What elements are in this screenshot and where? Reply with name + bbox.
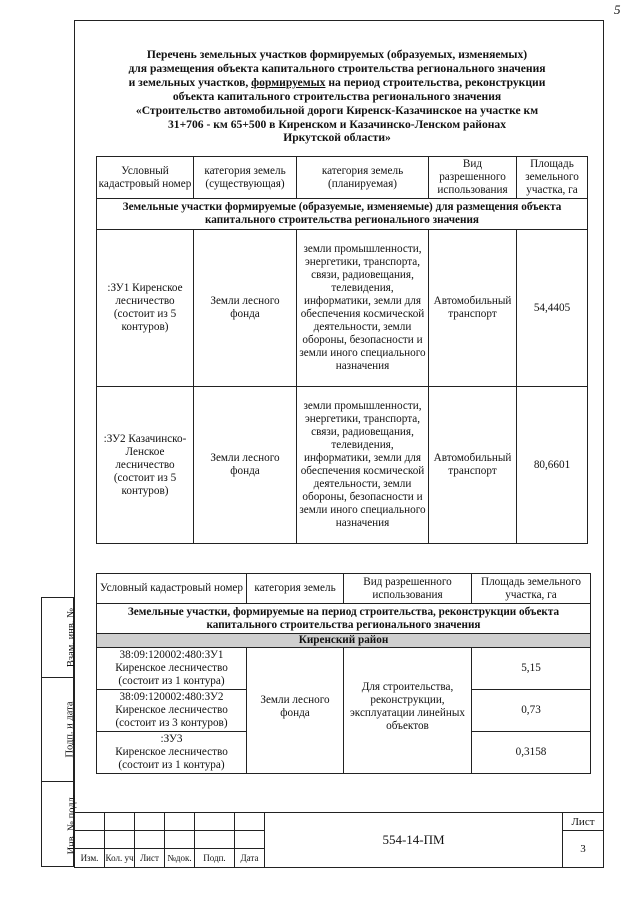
table1-section-row (97, 199, 588, 230)
table2-section-row (97, 604, 591, 634)
table2-region-row (97, 634, 591, 648)
tb-col-signature: Подп. (195, 849, 235, 868)
tb-col-count: Кол. уч (105, 849, 135, 868)
parcel-number: :ЗУ2 Казачинско-Ленское лесничество (состоит из 5 контуров) (97, 387, 194, 544)
document-heading (96, 48, 578, 145)
heading-line-2: для размещения объекта капитального строительства регионального значения (128, 61, 546, 75)
parcel-number: :ЗУ3 Киренское лесничество (состоит из 1 контура) (97, 732, 247, 774)
region-name: Киренский район (97, 634, 591, 648)
table2-header-area: Площадь земельного участка, га (472, 574, 591, 604)
table2-header-row (97, 574, 591, 604)
land-category-existing: Земли лесного фонда (194, 387, 297, 544)
parcel-area: 0,3158 (472, 732, 591, 774)
parcel-area: 80,6601 (517, 387, 588, 544)
title-block (74, 812, 604, 868)
land-category-planned: земли промышленности, энергетики, транспорта, связи, радиовещания, телевидения, информатики, земли для обеспечения космической деятельности, земли обороны, безопасности и земли иного специального назначения (297, 387, 429, 544)
parcel-number: 38:09:120002:480:ЗУ1 Киренское лесничество (состоит из 1 контура) (97, 648, 247, 690)
table1-header-area: Площадь земельного участка, га (517, 157, 588, 199)
heading-line-4: объекта капитального строительства регионального значения (172, 89, 502, 103)
tb-col-change: Изм. (75, 849, 105, 868)
table-row (97, 648, 591, 690)
page-mark: 5 (614, 2, 621, 17)
document-code: 554-14-ПМ (265, 813, 563, 868)
side-stamp-signature-date: Подп. и дата (42, 678, 74, 782)
tb-col-date: Дата (235, 849, 265, 868)
table2-header-category: категория земель (247, 574, 344, 604)
side-stamp-inventory: Инв. № подл. (42, 782, 74, 867)
parcel-number: :ЗУ1 Киренское лесничество (состоит из 5 контуров) (97, 230, 194, 387)
table1-header-row (97, 157, 588, 199)
sheet-number: 3 (563, 831, 604, 868)
table2-section-title: Земельные участки, формируемые на период строительства, реконструкции объекта капитального строительства регионального значения (97, 604, 591, 634)
parcels-table-formed (96, 156, 588, 544)
table-row (97, 387, 588, 544)
parcels-table-construction (96, 573, 591, 774)
tb-col-sheet: Лист (135, 849, 165, 868)
parcel-number: 38:09:120002:480:ЗУ2 Киренское лесничество (состоит из 3 контуров) (97, 690, 247, 732)
parcel-area: 5,15 (472, 648, 591, 690)
side-stamp-replacement: Взам. инв. № (42, 598, 74, 678)
heading-line-5: «Строительство автомобильной дороги Киренск-Казачинское на участке км (135, 103, 539, 117)
land-category: Земли лесного фонда (247, 648, 344, 774)
table2-header-use: Вид разрешенного использования (344, 574, 472, 604)
table1-header-planned: категория земель (планируемая) (297, 157, 429, 199)
heading-line-3: и земельных участков, формируемых на период строительства, реконструкции (128, 75, 546, 89)
tb-col-docnum: №док. (165, 849, 195, 868)
permitted-use: Для строительства, реконструкции, эксплуатации линейных объектов (344, 648, 472, 774)
heading-line-7: Иркутской области» (283, 131, 391, 145)
side-stamp (41, 597, 78, 867)
land-category-existing: Земли лесного фонда (194, 230, 297, 387)
heading-line-1: Перечень земельных участков формируемых (образуемых, изменяемых) (146, 48, 528, 61)
permitted-use: Автомобильный транспорт (429, 387, 517, 544)
parcel-area: 0,73 (472, 690, 591, 732)
table2-header-number: Условный кадастровый номер (97, 574, 247, 604)
land-category-planned: земли промышленности, энергетики, транспорта, связи, радиовещания, телевидения, информатики, земли для обеспечения космической деятельности, земли обороны, безопасности и земли иного специального назначения (297, 230, 429, 387)
table1-section-title: Земельные участки формируемые (образуемые, изменяемые) для размещения объекта капитального строительства регионального значения (97, 199, 588, 230)
permitted-use: Автомобильный транспорт (429, 230, 517, 387)
table1-header-use: Вид разрешенного использования (429, 157, 517, 199)
table-row (97, 230, 588, 387)
sheet-label: Лист (563, 813, 604, 831)
heading-line-6: 31+706 - км 65+500 в Киренском и Казачинско-Ленском районах (167, 117, 507, 131)
table1-header-existing: категория земель (существующая) (194, 157, 297, 199)
parcel-area: 54,4405 (517, 230, 588, 387)
table1-header-number: Условный кадастровый номер (97, 157, 194, 199)
